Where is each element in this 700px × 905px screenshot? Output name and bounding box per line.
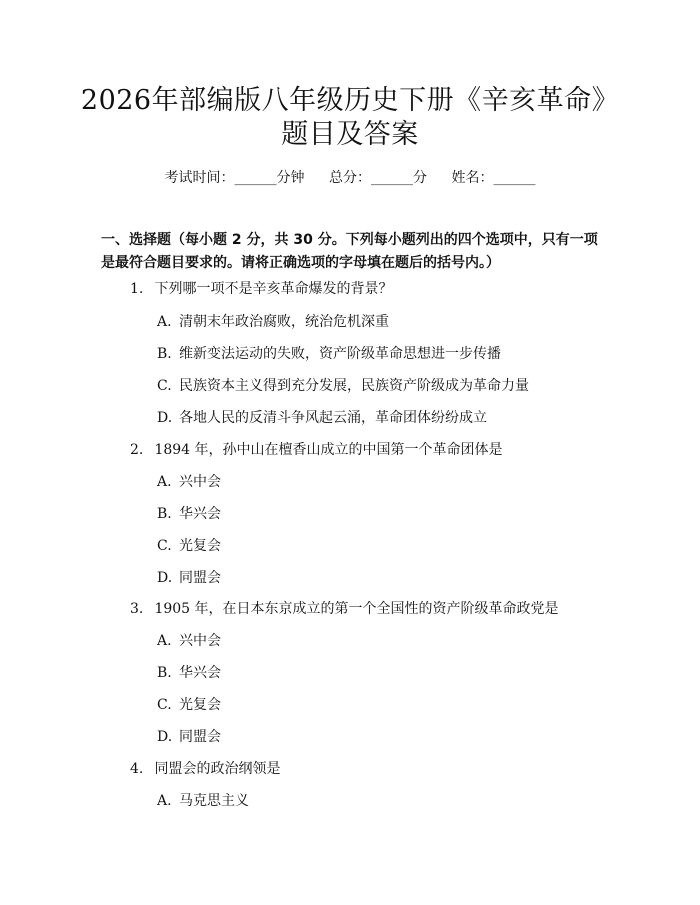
q1-option-b xyxy=(157,344,501,364)
option-letter: D. xyxy=(157,729,173,745)
question-text: 下列哪一项不是辛亥革命爆发的背景？ xyxy=(154,281,393,297)
option-text: 光复会 xyxy=(179,697,221,713)
question-number: 1. xyxy=(130,281,144,297)
exam-time-field: 考试时间：______分钟 xyxy=(164,170,305,186)
q4-option-a xyxy=(157,791,249,811)
q1-option-c xyxy=(157,376,529,396)
student-name-field: 姓名：______ xyxy=(451,170,536,186)
total-score-field: 总分：______分 xyxy=(329,170,427,186)
option-letter: C. xyxy=(157,538,172,554)
option-text: 马克思主义 xyxy=(179,793,249,809)
option-letter: C. xyxy=(157,378,172,394)
document-title-line2: 题目及答案 xyxy=(281,119,419,150)
option-letter: C. xyxy=(157,697,172,713)
document-title-line1: 2026年部编版八年级历史下册《辛亥革命》 xyxy=(80,85,620,116)
question-3 xyxy=(130,599,559,619)
option-letter: B. xyxy=(157,346,172,362)
option-letter: A. xyxy=(157,474,172,490)
option-letter: B. xyxy=(157,506,172,522)
question-number: 2. xyxy=(130,442,144,458)
option-text: 同盟会 xyxy=(179,570,221,586)
option-letter: A. xyxy=(157,314,172,330)
option-letter: D. xyxy=(157,410,173,426)
q2-option-b xyxy=(157,504,221,524)
question-text: 1894 年，孙中山在檀香山成立的中国第一个革命团体是 xyxy=(154,442,503,458)
exam-info xyxy=(0,168,700,188)
option-letter: D. xyxy=(157,570,173,586)
option-text: 华兴会 xyxy=(179,665,221,681)
option-text: 各地人民的反清斗争风起云涌，革命团体纷纷成立 xyxy=(179,410,487,426)
option-text: 兴中会 xyxy=(179,633,221,649)
option-text: 兴中会 xyxy=(179,474,221,490)
q2-option-d xyxy=(157,568,221,588)
option-text: 华兴会 xyxy=(179,506,221,522)
option-text: 光复会 xyxy=(179,538,221,554)
question-1 xyxy=(130,279,392,299)
q2-option-c xyxy=(157,536,221,556)
option-text: 民族资本主义得到充分发展，民族资产阶级成为革命力量 xyxy=(179,378,529,394)
q3-option-b xyxy=(157,663,221,683)
question-number: 4. xyxy=(130,761,144,777)
q1-option-a xyxy=(157,312,389,332)
section-header-multiple-choice: 一、选择题（每小题 2 分，共 30 分。下列每小题列出的四个选项中，只有一项是最符合题目要求的。请将正确选项的字母填在题后的括号内。） xyxy=(101,232,598,271)
option-letter: B. xyxy=(157,665,172,681)
option-letter: A. xyxy=(157,793,172,809)
option-text: 清朝末年政治腐败，统治危机深重 xyxy=(179,314,389,330)
q3-option-c xyxy=(157,695,221,715)
option-text: 同盟会 xyxy=(179,729,221,745)
q3-option-a xyxy=(157,631,221,651)
question-4 xyxy=(130,759,280,779)
question-text: 同盟会的政治纲领是 xyxy=(154,761,281,777)
option-letter: A. xyxy=(157,633,172,649)
q3-option-d xyxy=(157,727,221,747)
question-2 xyxy=(130,440,503,460)
question-number: 3. xyxy=(130,601,144,617)
q1-option-d xyxy=(157,408,487,428)
question-text: 1905 年，在日本东京成立的第一个全国性的资产阶级革命政党是 xyxy=(154,601,559,617)
q2-option-a xyxy=(157,472,221,492)
option-text: 维新变法运动的失败，资产阶级革命思想进一步传播 xyxy=(179,346,501,362)
